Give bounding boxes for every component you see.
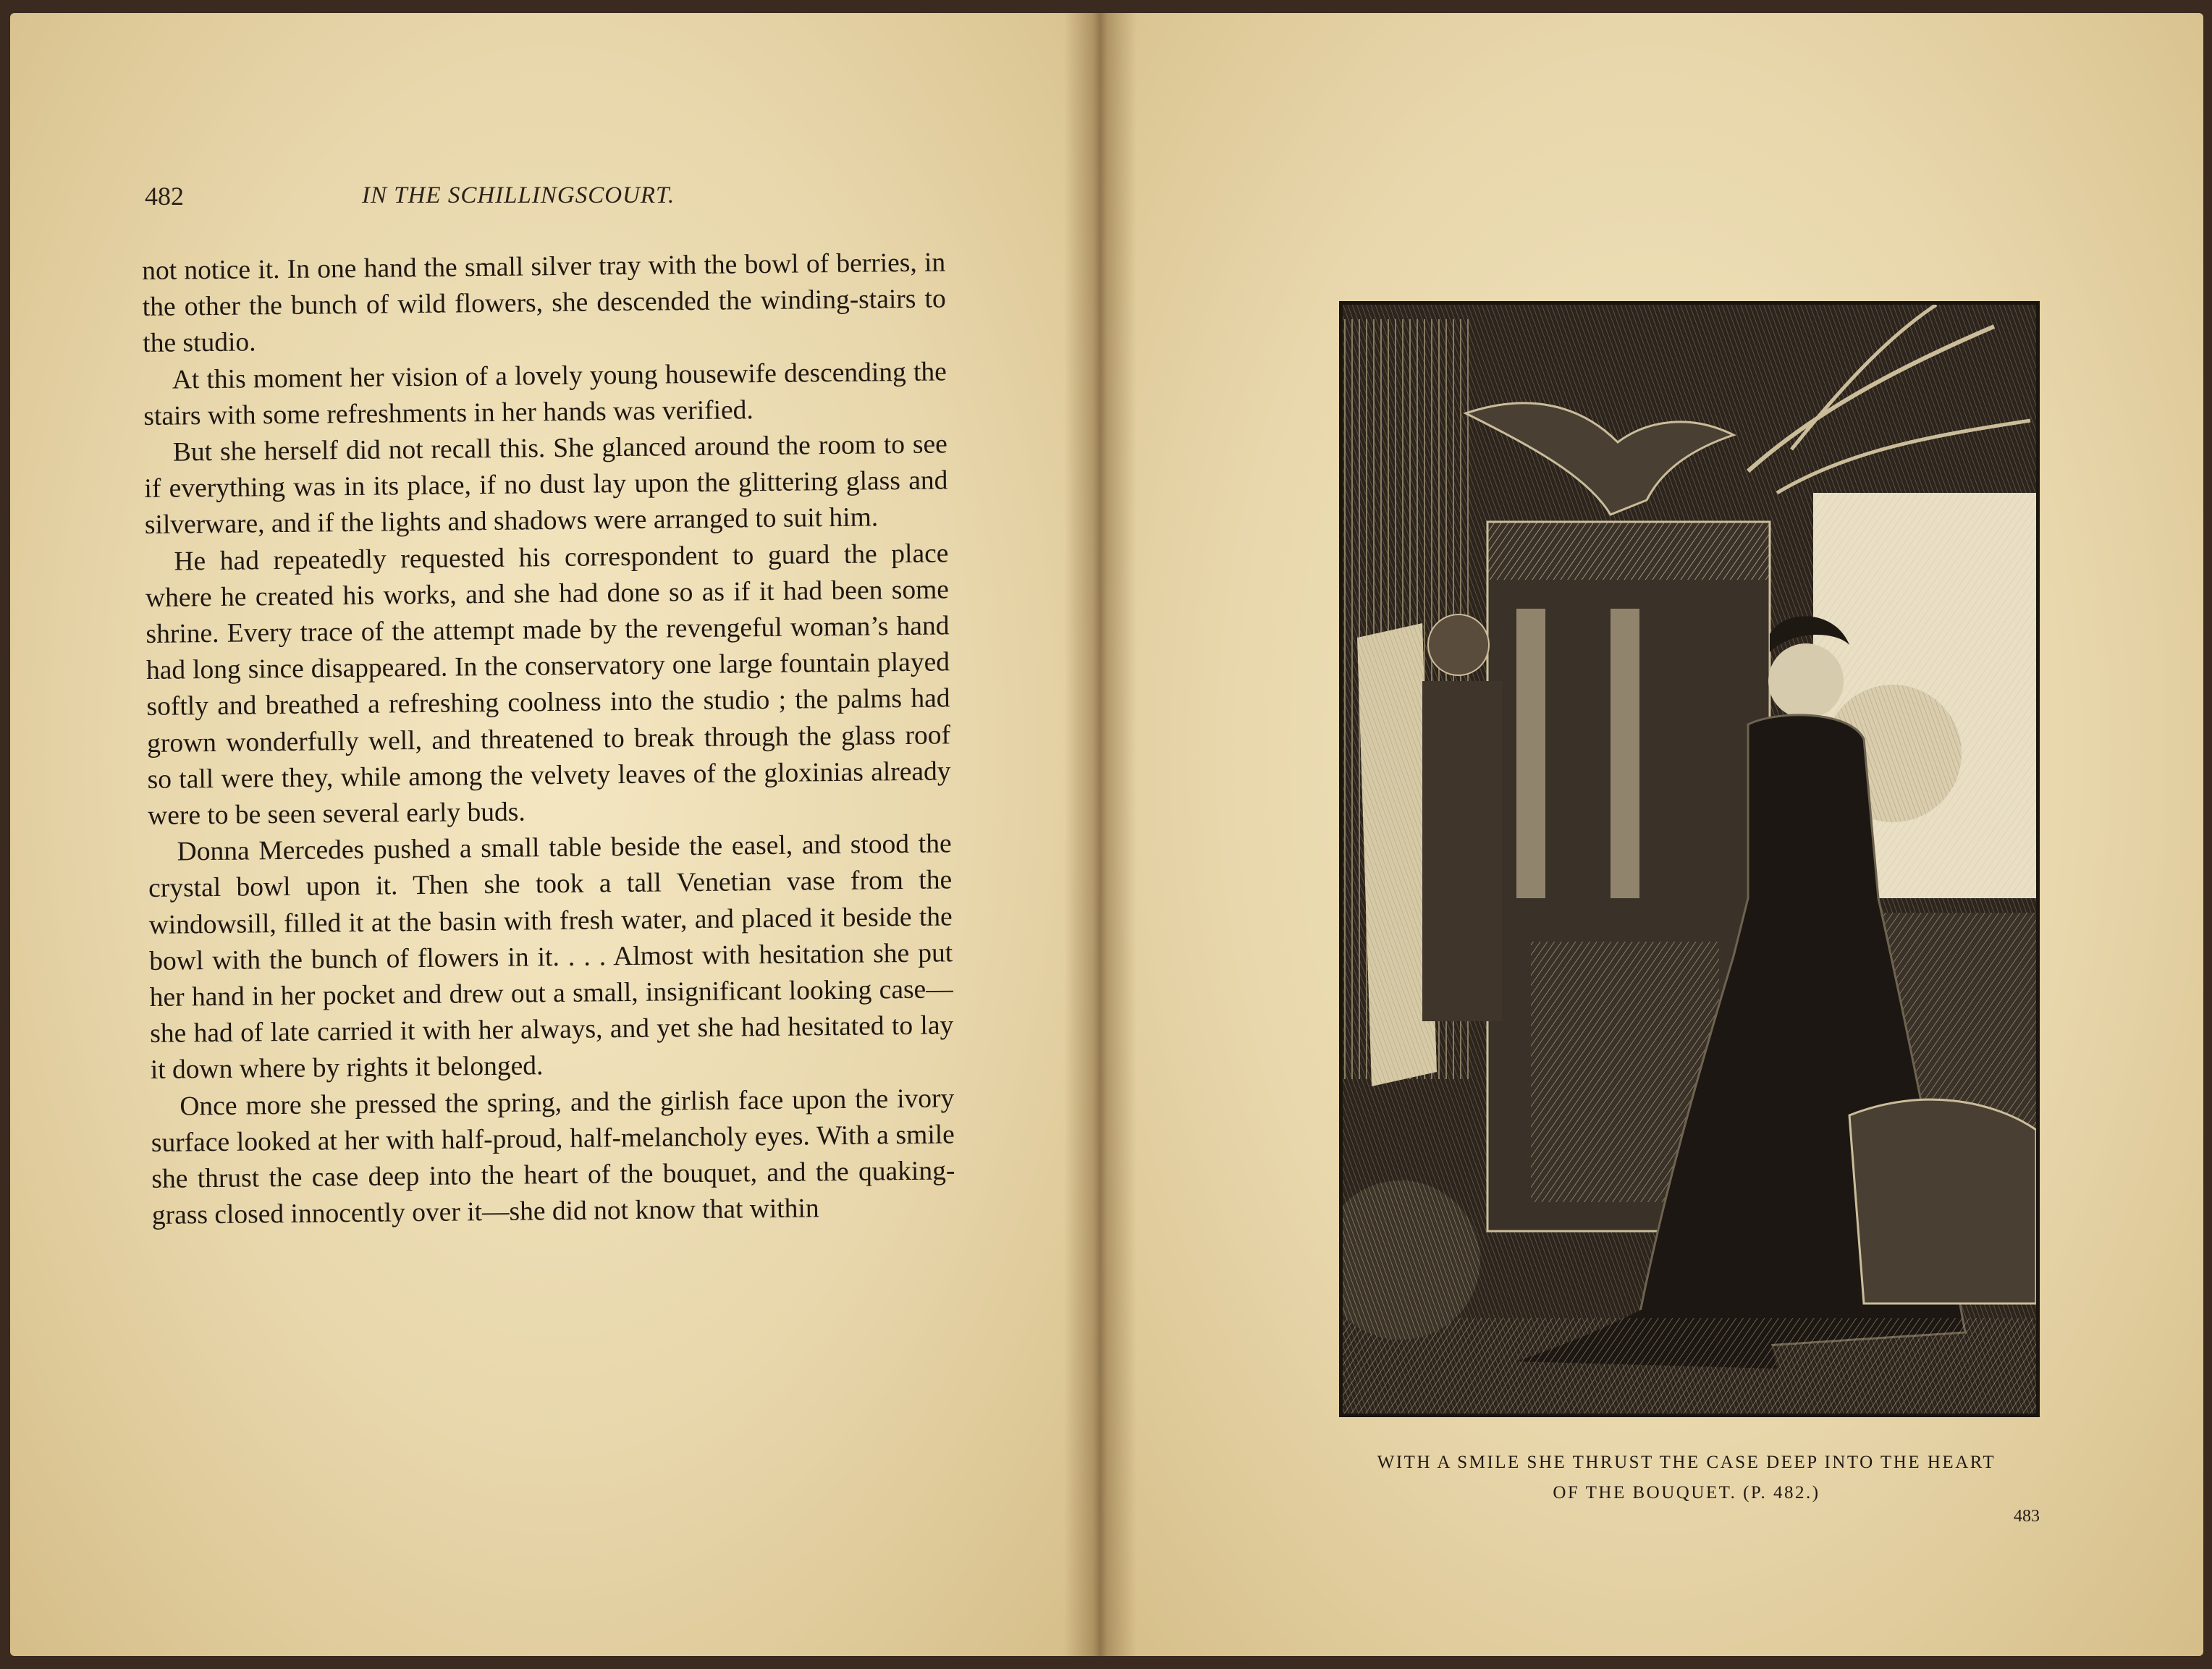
body-text	[142, 245, 955, 1234]
left-page-number: 482	[145, 182, 184, 211]
engraving-scene	[1343, 305, 2036, 1414]
running-title: IN THE SCHILLINGSCOURT.	[362, 182, 675, 208]
paragraph-6: Once more she pressed the spring, and the girlish face upon the ivory surface looked at her with half-proud, half-melancholy eyes. With a smile she thrust the case deep into the heart of the bouquet, and the quaking-grass closed innocently over it—she did not know that within	[151, 1083, 955, 1231]
right-page-number: 483	[2014, 1507, 2040, 1526]
paragraph-2: At this moment her vision of a lovely young housewife descending the stairs with some refreshments in her hands was verified.	[143, 356, 947, 431]
caption-line-1: WITH A SMILE SHE THRUST THE CASE DEEP INTO THE HEART	[1377, 1453, 1996, 1472]
paragraph-1: not notice it. In one hand the small silver tray with the bowl of berries, in the other the bunch of wild flowers, she descended the winding-stairs to the studio.	[142, 248, 946, 359]
engraving-illustration	[1339, 301, 2040, 1417]
illustration-caption	[1303, 1448, 2070, 1508]
caption-line-2: OF THE BOUQUET. (P. 482.)	[1553, 1483, 1820, 1503]
paragraph-4: He had repeatedly requested his correspondent to guard the place where he created his works, and she had done so as if it had been some shrine. Every trace of the attempt made by the revengeful woman’s hand had long since disappeared. In the conservatory one large fountain played softly and breathed a refreshing coolness into the studio ; the palms had grown wonderfully well, and threatened to break through the glass roof so tall were they, while among the velvety leaves of the gloxinias already were to be seen several early buds.	[145, 538, 951, 832]
paragraph-3: But she herself did not recall this. She glanced around the room to see if everything was in its place, if no dust lay upon the glittering glass and silverware, and if the lights and shadows were arranged to suit him.	[144, 429, 948, 541]
running-head	[145, 181, 955, 217]
book-gutter	[1064, 13, 1136, 1656]
paragraph-5: Donna Mercedes pushed a small table beside the easel, and stood the crystal bowl upon it. Then she took a tall Venetian vase from the windowsill, filled it at the basin with fresh water, and placed it beside the bowl with the bunch of flowers in it. . . . Almost with hesitation she put her hand in her pocket and drew out a small, insignificant looking case—she had of late carried it with her always, and yet she had hesitated to lay it down where by rights it belonged.	[148, 829, 954, 1086]
